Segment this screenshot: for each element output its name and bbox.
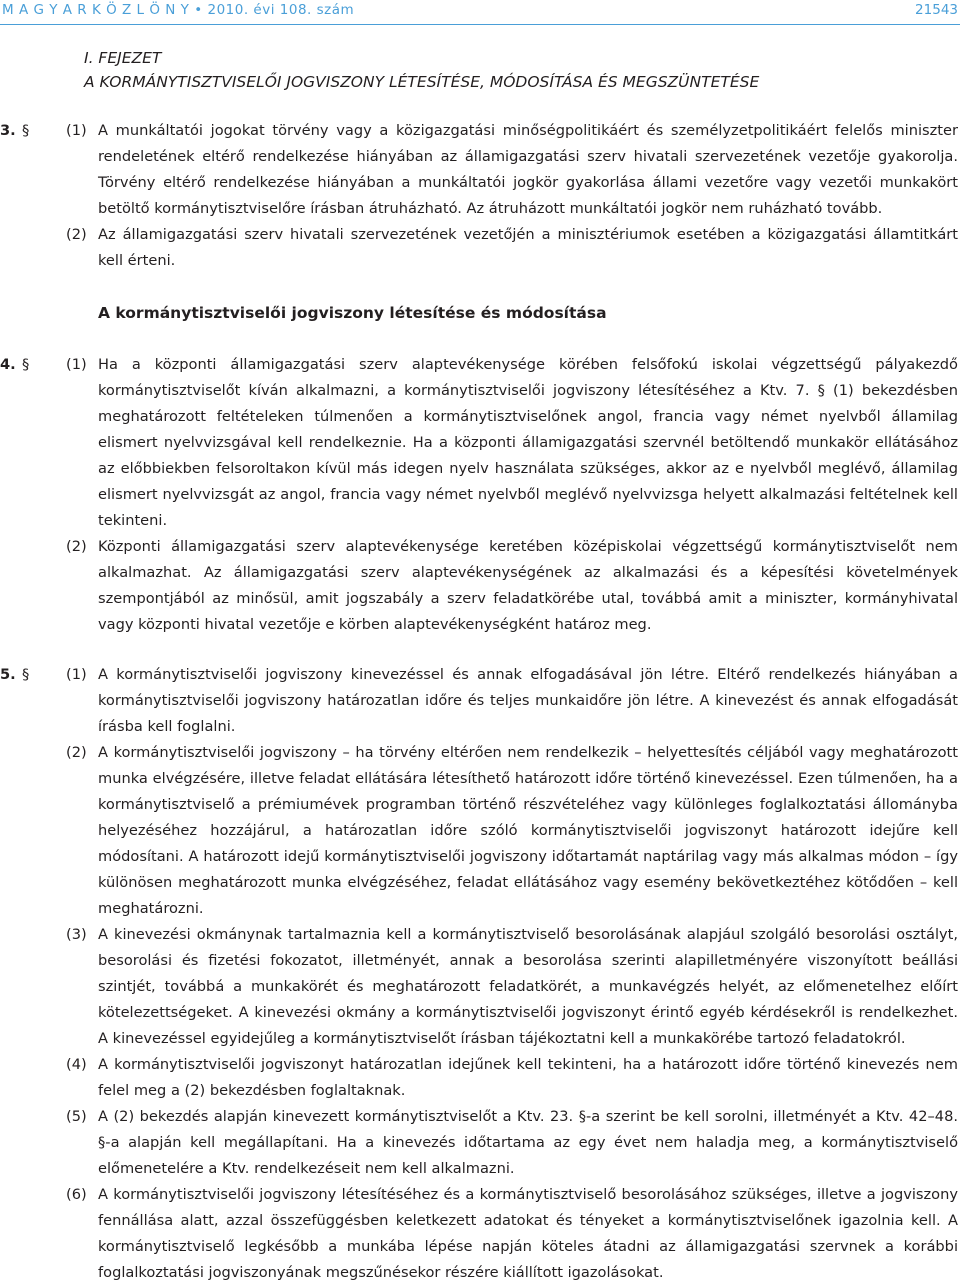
paragraph bbox=[0, 1052, 960, 1104]
paragraph-label: (3) bbox=[66, 926, 87, 943]
paragraph-label: (6) bbox=[66, 1186, 87, 1203]
paragraph-text: A kinevezési okmánynak tartalmaznia kell a kormánytisztviselő besorolásának alapjául szolgáló besorolási osztályt, besorolási és fizetési fokozatot, illetményét, annak a besorolása szerinti alapilletményére viszonyított beállási szintjét, továbbá a munkakörét és meghatározott feladatkörét, a munkavégzés helyét, az előmenetelhez előírt kötelezettségeket. A kinevezési okmány a kormánytisztviselői jogviszonyt érintő egyéb kérdésekről is rendelkezhet. A kinevezéssel egyidejűleg a kormánytisztviselőt írásban tájékoztatni kell a munkakörébe tartozó feladatokról. bbox=[98, 926, 958, 1047]
paragraph-text: A kormánytisztviselői jogviszonyt határozatlan idejűnek kell tekinteni, ha a határozott időre történő kinevezés nem felel meg a (2) bekezdésben foglaltaknak. bbox=[98, 1056, 958, 1099]
issue-label: 2010. évi 108. szám bbox=[207, 2, 355, 18]
journal-title: M A G Y A R K Ö Z L Ö N Y bbox=[2, 2, 190, 18]
paragraph-label: (1) bbox=[66, 122, 87, 139]
chapter-heading bbox=[84, 46, 759, 94]
paragraph-label: (1) bbox=[66, 666, 87, 683]
paragraph-text: Az államigazgatási szerv hivatali szervezetének vezetőjén a minisztériumok esetében a közigazgatási államtitkárt kell érteni. bbox=[98, 226, 958, 269]
paragraph-label: (2) bbox=[66, 538, 87, 555]
page-header bbox=[0, 0, 960, 22]
section-number: 5. bbox=[0, 666, 16, 683]
paragraph-text: Központi államigazgatási szerv alaptevékenysége keretében középiskolai végzettségű kormánytisztviselőt nem alkalmazhat. Az államigazgatási szerv alaptevékenységének az alkalmazási és a képesítési követelmények szempontjából az minősül, amit jogszabály a szerv feladatkörébe utal, továbbá amit a miniszter, kormányhivatal vagy központi hivatal vezetője e körben alaptevékenységként határoz meg. bbox=[98, 538, 958, 633]
section-number: 3. bbox=[0, 122, 16, 139]
paragraph-text: A (2) bekezdés alapján kinevezett kormánytisztviselőt a Ktv. 23. §-a szerint be kell sorolni, illetményét a Ktv. 42–48. §-a alapján kell megállapítani. Ha a kinevezés időtartama az egy évet nem haladja meg, a kormánytisztviselő előmenetelére a Ktv. rendelkezéseit nem kell alkalmazni. bbox=[98, 1108, 958, 1177]
section-symbol: § bbox=[22, 356, 30, 373]
paragraph-label: (2) bbox=[66, 226, 87, 243]
running-header bbox=[2, 2, 354, 18]
paragraph-text: A kormánytisztviselői jogviszony kinevezéssel és annak elfogadásával jön létre. Eltérő rendelkezés hiányában a kormánytisztviselői jogviszony határozatlan időre és teljes munkaidőre jön létre. A kinevezést és annak elfogadását írásba kell foglalni. bbox=[98, 666, 958, 735]
paragraph bbox=[0, 118, 960, 222]
subheading: A kormánytisztviselői jogviszony létesítése és módosítása bbox=[98, 304, 607, 322]
paragraph-label: (2) bbox=[66, 744, 87, 761]
section-3 bbox=[0, 118, 960, 274]
paragraph bbox=[0, 662, 960, 740]
section-number: 4. bbox=[0, 356, 16, 373]
paragraph-text: Ha a központi államigazgatási szerv alaptevékenysége körében felsőfokú iskolai végzettségű pályakezdő kormánytisztviselőt kíván alkalmazni, a kormánytisztviselői jogviszony létesítéséhez a Ktv. 7. § (1) bekezdésben meghatározott feltételeken túlmenően a kormánytisztviselőnek angol, francia vagy német nyelvből államilag elismert nyelvvizsgával kell rendelkeznie. Ha a központi államigazgatási szervnél betöltendő munkakör ellátásához az előbbiekben felsoroltakon kívül más idegen nyelv használata szükséges, akkor az e nyelvből meglévő, államilag elismert nyelvvizsgát az angol, francia vagy német nyelvből meglévő nyelvvizsga helyett alkalmazási feltételnek kell tekinteni. bbox=[98, 356, 958, 529]
chapter-number: I. FEJEZET bbox=[84, 49, 162, 67]
header-bullet: • bbox=[194, 2, 203, 18]
chapter-title: A KORMÁNYTISZTVISELŐI JOGVISZONY LÉTESÍTÉSE, MÓDOSÍTÁSA ÉS MEGSZÜNTETÉSE bbox=[84, 73, 760, 91]
section-5 bbox=[0, 662, 960, 1286]
paragraph bbox=[0, 352, 960, 534]
header-rule bbox=[0, 24, 960, 25]
paragraph-label: (5) bbox=[66, 1108, 87, 1125]
section-symbol: § bbox=[22, 122, 30, 139]
paragraph bbox=[0, 1182, 960, 1286]
paragraph bbox=[0, 222, 960, 274]
paragraph bbox=[0, 922, 960, 1052]
paragraph-label: (1) bbox=[66, 356, 87, 373]
paragraph-text: A kormánytisztviselői jogviszony – ha törvény eltérően nem rendelkezik – helyettesítés céljából vagy meghatározott munka elvégzésére, illetve feladat ellátására létesíthető határozott időre történő kinevezéssel. Ezen túlmenően, ha a kormánytisztviselő a prémiumévek programban történő részvételéhez vagy különleges foglalkoztatási állományba helyezéséhez hozzájárul, a határozatlan időre szóló kormánytisztviselői jogviszonyt határozott idejűre kell módosítani. A határozott idejű kormánytisztviselői jogviszony időtartamát naptárilag vagy más alkalmas módon – így különösen meghatározott munka elvégzéséhez, feladat ellátásához vagy esemény bekövetkeztéhez kötődően – kell meghatározni. bbox=[98, 744, 958, 917]
section-symbol: § bbox=[22, 666, 30, 683]
paragraph bbox=[0, 534, 960, 638]
paragraph-label: (4) bbox=[66, 1056, 87, 1073]
section-4 bbox=[0, 352, 960, 638]
paragraph bbox=[0, 1104, 960, 1182]
page-number: 21543 bbox=[915, 2, 958, 18]
paragraph bbox=[0, 740, 960, 922]
paragraph-text: A kormánytisztviselői jogviszony létesítéséhez és a kormánytisztviselő besorolásához szükséges, illetve a jogviszony fennállása alatt, azzal összefüggésben keletkezett adatokat és tényeket a kormánytisztviselőnek igazolnia kell. A kormánytisztviselő legkésőbb a munkába lépése napján köteles átadni az államigazgatási szervnek a korábbi foglalkoztatási jogviszonyának megszűnésekor részére kiállított igazolásokat. bbox=[98, 1186, 958, 1281]
paragraph-text: A munkáltatói jogokat törvény vagy a közigazgatási minőségpolitikáért és személyzetpolitikáért felelős miniszter rendeletének eltérő rendelkezése hiányában az államigazgatási szerv hivatali szervezetének vezetője gyakorolja. Törvény eltérő rendelkezése hiányában a munkáltatói jogkör gyakorlása állami vezetőre vagy vezetői munkakört betöltő kormánytisztviselőre írásban átruházható. Az átruházott munkáltatói jogkör nem ruházható tovább. bbox=[98, 122, 958, 217]
